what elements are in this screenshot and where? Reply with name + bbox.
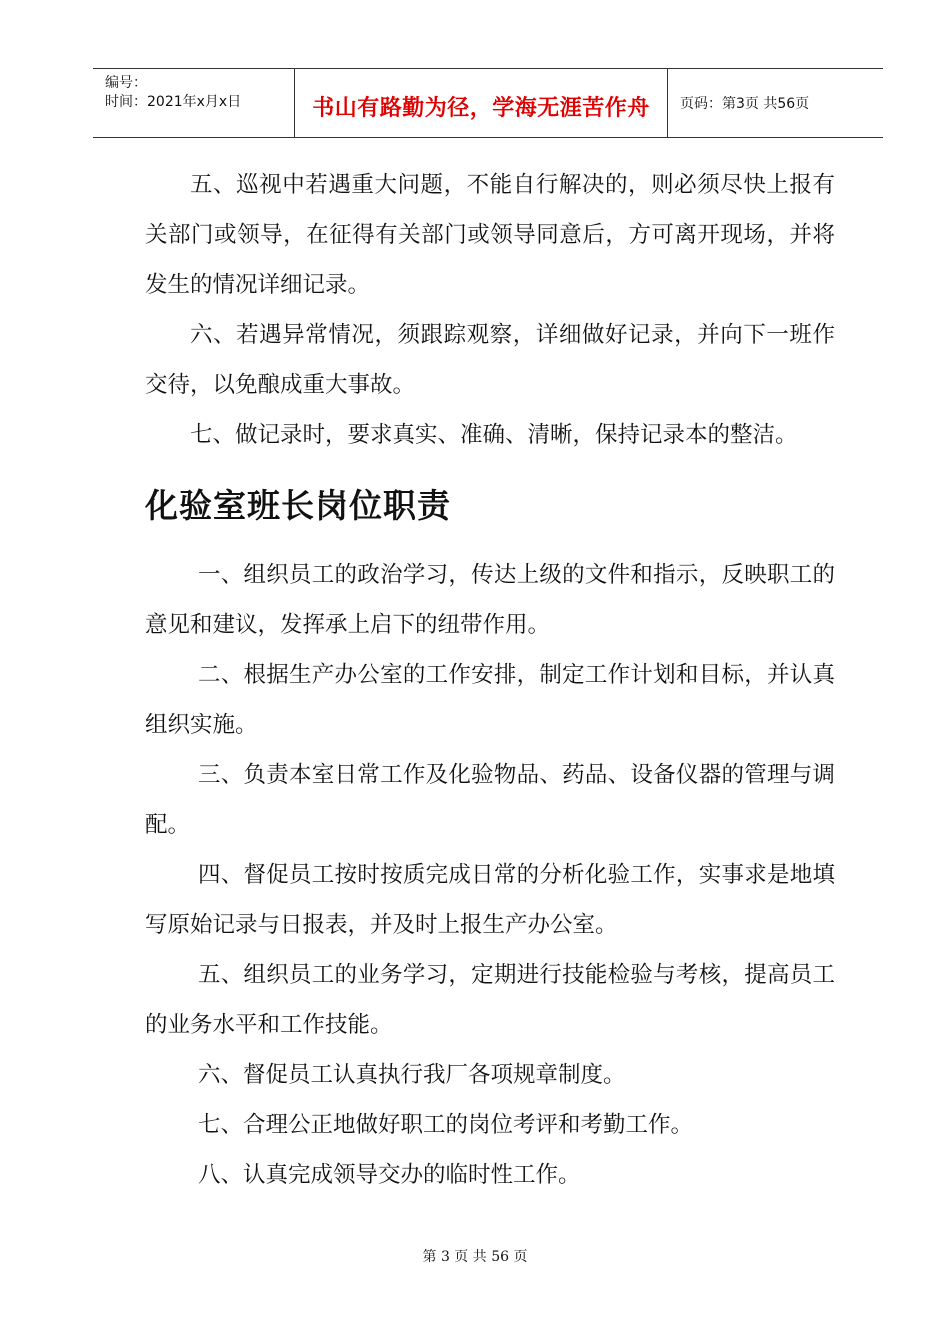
paragraph-text: 六、若遇异常情况，须跟踪观察，详细做好记录，并向下一班作交待，以免酿成重大事故。 <box>145 322 835 398</box>
section2-paragraph <box>145 550 835 650</box>
section2-paragraph <box>145 1150 835 1200</box>
paragraph-text: 六、督促员工认真执行我厂各项规章制度。 <box>198 1062 626 1088</box>
section1-paragraph <box>145 310 835 410</box>
paragraph-text: 七、合理公正地做好职工的岗位考评和考勤工作。 <box>198 1112 694 1138</box>
section2-paragraph <box>145 750 835 850</box>
header-page-label: 页码：第3页 共56页 <box>680 96 810 112</box>
paragraph-text: 二、根据生产办公室的工作安排，制定工作计划和目标，并认真组织实施。 <box>145 662 835 738</box>
section2-paragraph <box>145 850 835 950</box>
section2-paragraph <box>145 1100 835 1150</box>
section1-paragraph <box>145 410 835 460</box>
page-header <box>93 68 883 138</box>
section2-paragraph <box>145 1050 835 1100</box>
section1-paragraph <box>145 160 835 310</box>
header-motto-cell <box>295 69 668 137</box>
header-page-cell <box>668 69 883 137</box>
section2-paragraph <box>145 950 835 1050</box>
paragraph-text: 一、组织员工的政治学习，传达上级的文件和指示，反映职工的意见和建议，发挥承上启下的纽带作用。 <box>145 562 835 638</box>
header-meta-cell <box>93 69 295 137</box>
doc-time-label: 时间：2021年x月x日 <box>105 94 242 110</box>
paragraph-text: 五、巡视中若遇重大问题，不能自行解决的，则必须尽快上报有关部门或领导，在征得有关部门或领导同意后，方可离开现场，并将发生的情况详细记录。 <box>145 172 835 298</box>
paragraph-text: 三、负责本室日常工作及化验物品、药品、设备仪器的管理与调配。 <box>145 762 835 838</box>
section-title: 化验室班长岗位职责 <box>145 486 451 525</box>
doc-number-label: 编号： <box>105 75 147 91</box>
paragraph-text: 七、做记录时，要求真实、准确、清晰，保持记录本的整洁。 <box>190 422 798 448</box>
header-motto: 书山有路勤为径，学海无涯苦作舟 <box>312 95 650 121</box>
paragraph-text: 八、认真完成领导交办的临时性工作。 <box>198 1162 581 1188</box>
paragraph-text: 五、组织员工的业务学习，定期进行技能检验与考核，提高员工的业务水平和工作技能。 <box>145 962 835 1038</box>
paragraph-text: 四、督促员工按时按质完成日常的分析化验工作，实事求是地填写原始记录与日报表，并及时上报生产办公室。 <box>145 862 835 938</box>
section2-paragraph <box>145 650 835 750</box>
page-footer: 第 3 页 共 56 页 <box>422 1249 528 1265</box>
